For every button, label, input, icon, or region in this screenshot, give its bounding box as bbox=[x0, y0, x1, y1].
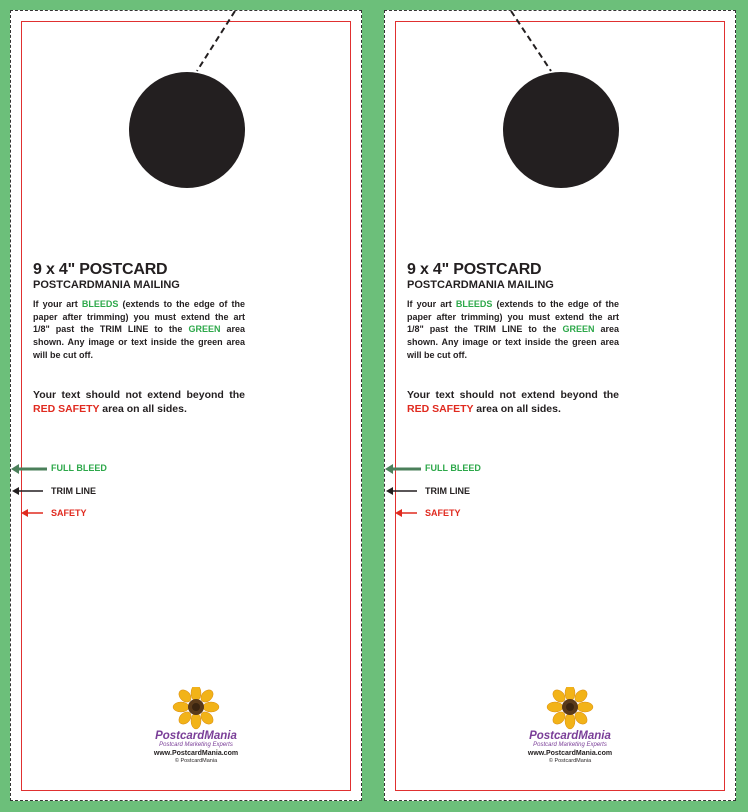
door-hanger-panel-left bbox=[10, 10, 362, 801]
brand-name: PostcardMania bbox=[155, 730, 237, 742]
copyright: © PostcardMania bbox=[548, 758, 592, 764]
trim-line-arrow-icon bbox=[385, 485, 425, 497]
legend-trim-line: TRIM LINE bbox=[425, 486, 470, 496]
full-bleed-arrow-icon bbox=[385, 463, 425, 475]
safety-instructions: Your text should not extend beyond the RED SAFETY area on all sides. bbox=[33, 389, 245, 415]
door-knob-hole bbox=[503, 72, 619, 188]
brand-url: www.PostcardMania.com bbox=[153, 750, 239, 757]
page-subtitle: POSTCARDMANIA MAILING bbox=[33, 279, 180, 291]
brand-url: www.PostcardMania.com bbox=[527, 750, 613, 757]
trim-line-arrow-icon bbox=[11, 485, 51, 497]
bleed-instructions: If your art BLEEDS (extends to the edge of the paper after trimming) you must extend the art 1/8" past the TRIM LINE to the GREEN area shown. Any image or text inside the green area will be cut off. bbox=[33, 299, 245, 360]
postcardmania-logo bbox=[121, 687, 271, 773]
page-title: 9 x 4" POSTCARD bbox=[407, 261, 542, 278]
safety-arrow-icon bbox=[11, 507, 51, 519]
full-bleed-arrow-icon bbox=[11, 463, 51, 475]
sunflower-icon bbox=[545, 687, 595, 731]
legend-safety: SAFETY bbox=[51, 508, 87, 518]
legend-full-bleed: FULL BLEED bbox=[425, 463, 481, 473]
brand-name: PostcardMania bbox=[529, 730, 611, 742]
page-subtitle: POSTCARDMANIA MAILING bbox=[407, 279, 554, 291]
legend-safety: SAFETY bbox=[425, 508, 461, 518]
postcardmania-logo bbox=[495, 687, 645, 773]
legend-full-bleed: FULL BLEED bbox=[51, 463, 107, 473]
brand-tagline: Postcard Marketing Experts bbox=[533, 742, 607, 748]
bleed-instructions: If your art BLEEDS (extends to the edge of the paper after trimming) you must extend the art 1/8" past the TRIM LINE to the GREEN area shown. Any image or text inside the green area will be cut off. bbox=[407, 299, 619, 360]
copyright: © PostcardMania bbox=[174, 758, 218, 764]
safety-instructions: Your text should not extend beyond the RED SAFETY area on all sides. bbox=[407, 389, 619, 415]
legend-trim-line: TRIM LINE bbox=[51, 486, 96, 496]
safety-arrow-icon bbox=[385, 507, 425, 519]
door-hanger-panel-right bbox=[384, 10, 736, 801]
brand-tagline: Postcard Marketing Experts bbox=[159, 742, 233, 748]
sunflower-icon bbox=[171, 687, 221, 731]
door-knob-hole bbox=[129, 72, 245, 188]
page-title: 9 x 4" POSTCARD bbox=[33, 261, 168, 278]
